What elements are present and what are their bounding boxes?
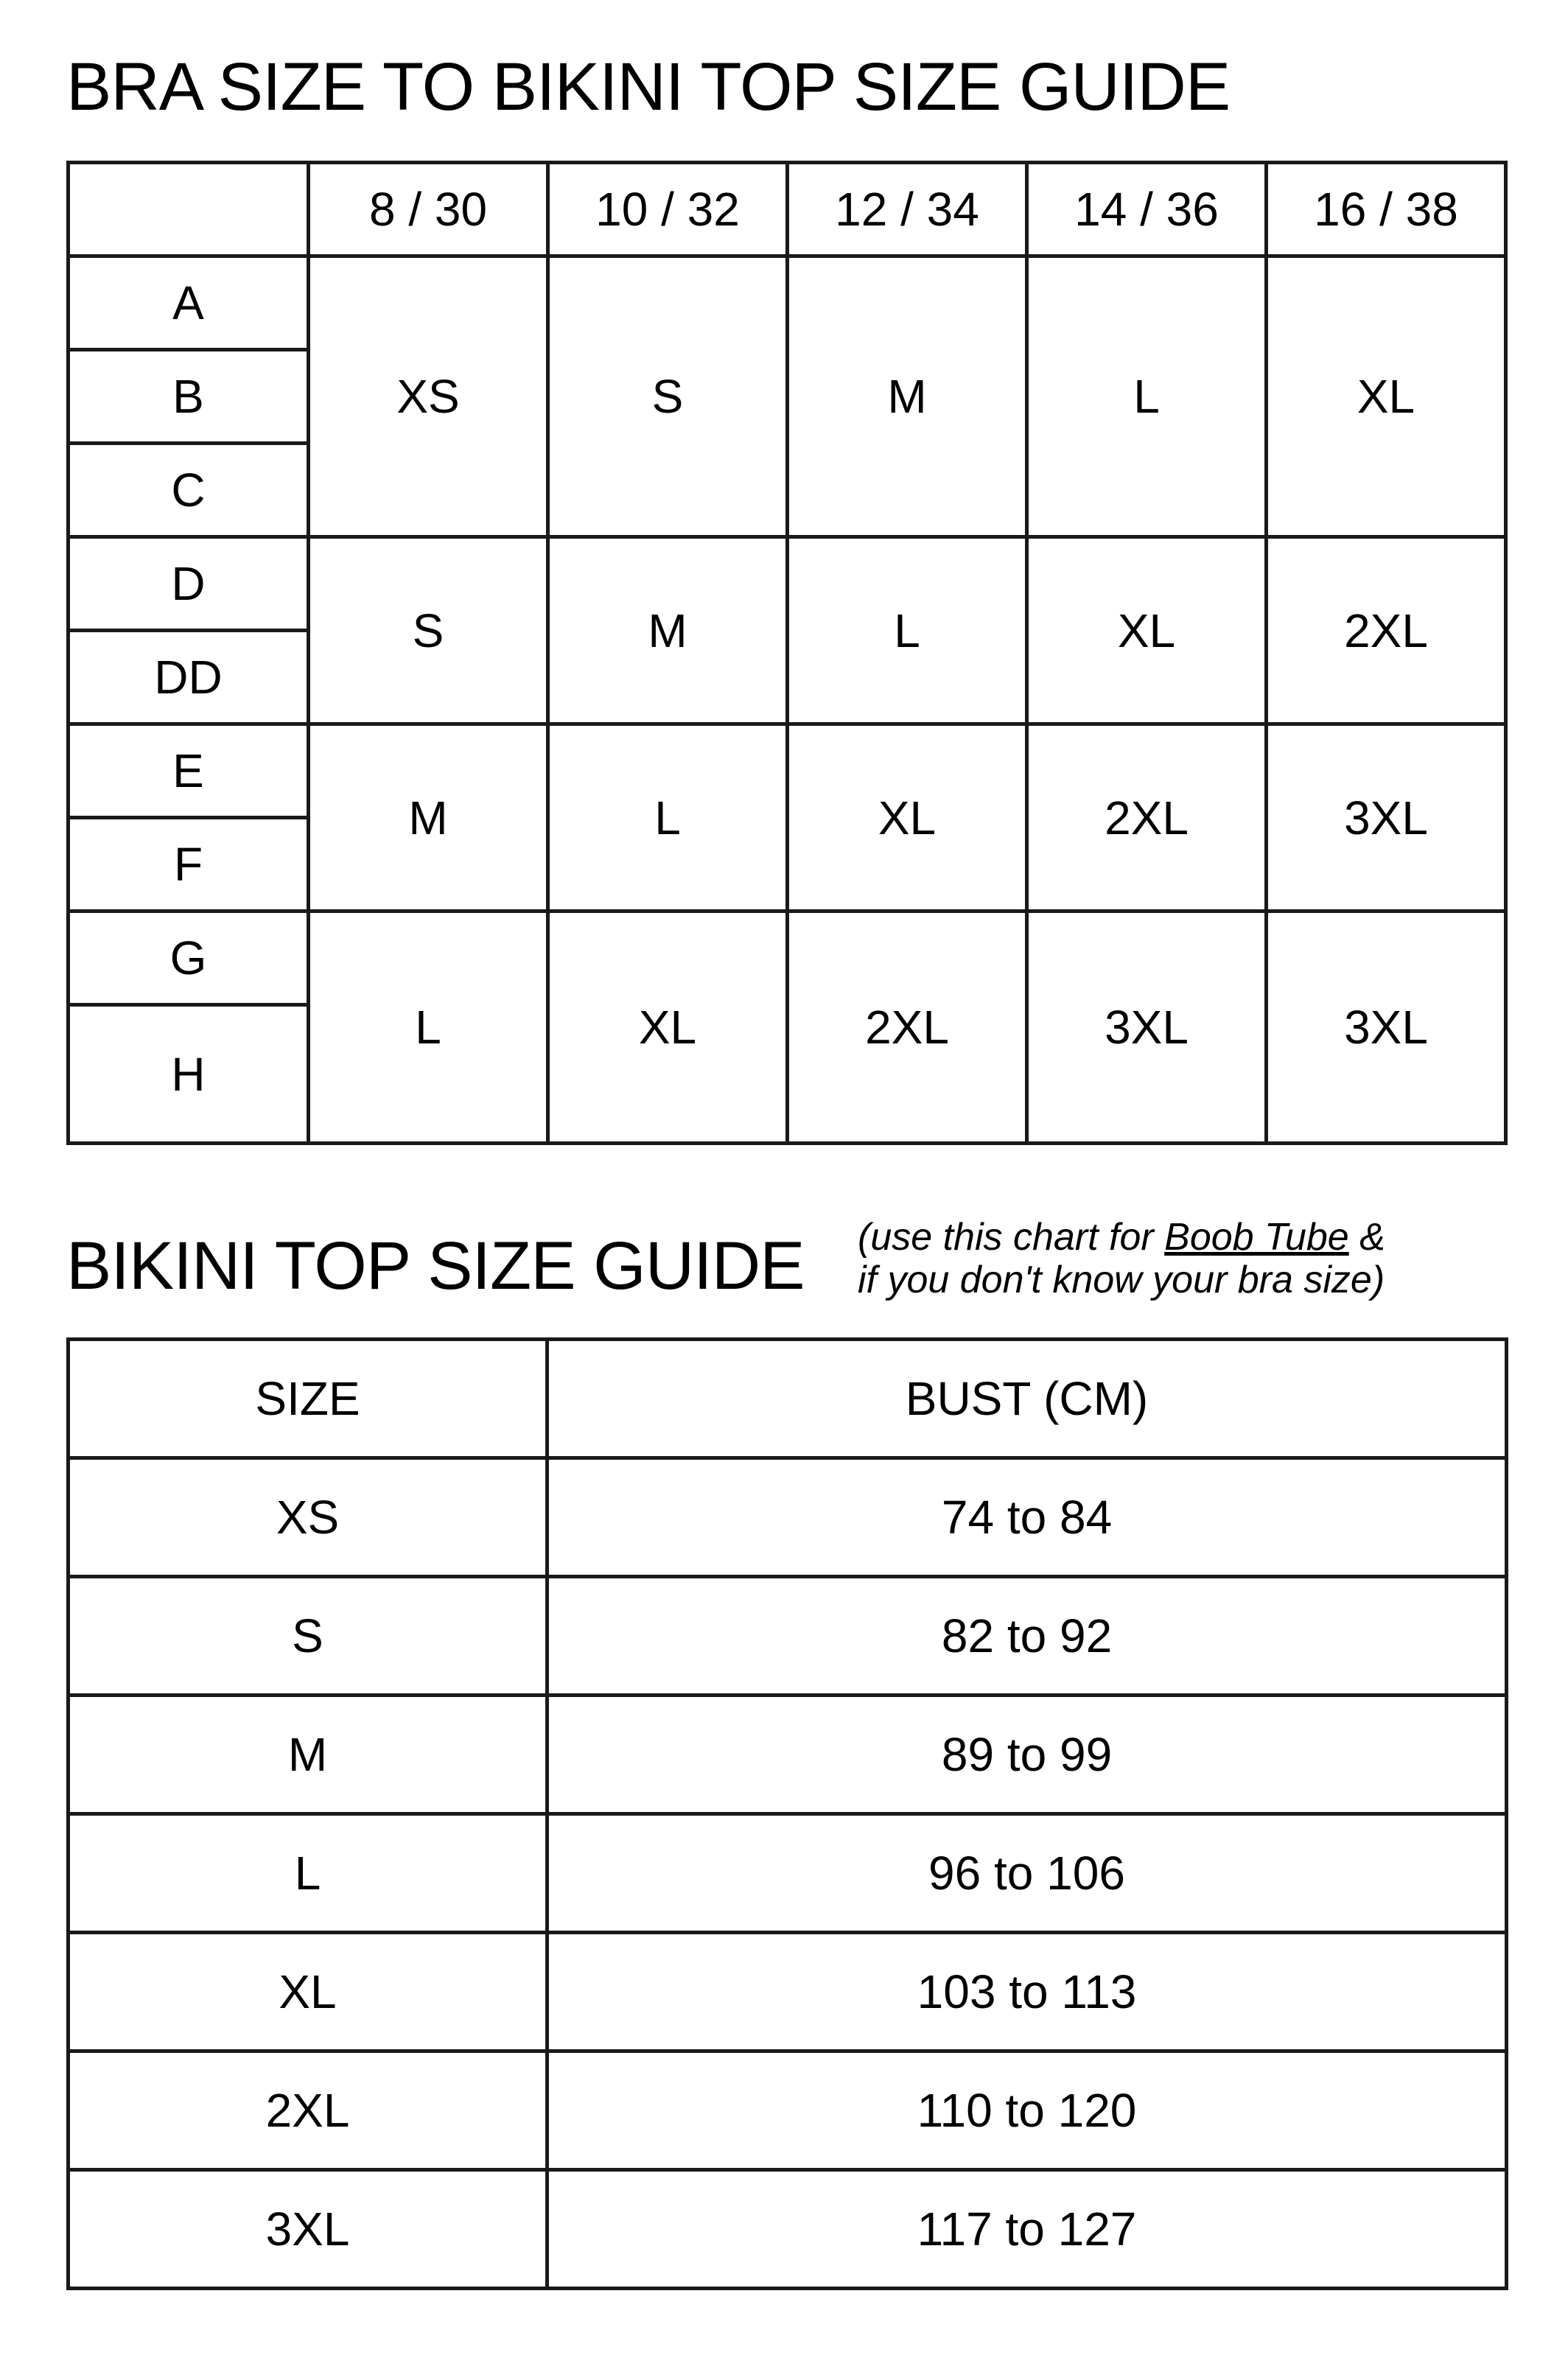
bust-cell: 82 to 92 — [547, 1577, 1507, 1696]
size-cell: S — [69, 1577, 547, 1696]
cup-row — [69, 256, 1506, 350]
cup-size-label: F — [69, 818, 309, 912]
bikini-size-table — [66, 1337, 1508, 2290]
size-cell: 2XL — [69, 2051, 547, 2170]
bust-cell: 89 to 99 — [547, 1696, 1507, 1814]
band-size-header: 8 / 30 — [309, 163, 548, 256]
usage-note-suffix: & — [1348, 1216, 1385, 1259]
bra-guide-title: BRA SIZE TO BIKINI TOP SIZE GUIDE — [66, 49, 1231, 125]
size-cell: 3XL — [69, 2170, 547, 2289]
bikini-size-cell: L — [788, 537, 1027, 724]
boob-tube-link[interactable]: Boob Tube — [1164, 1216, 1349, 1259]
cup-size-label: G — [69, 912, 309, 1005]
bikini-size-cell: S — [548, 256, 788, 537]
bikini-size-cell: 3XL — [1267, 912, 1506, 1144]
corner-cell — [69, 163, 309, 256]
bikini-size-cell: XL — [548, 912, 788, 1144]
band-size-header: 16 / 38 — [1267, 163, 1506, 256]
band-size-header: 12 / 34 — [788, 163, 1027, 256]
bikini-guide-title: BIKINI TOP SIZE GUIDE — [66, 1228, 805, 1304]
bikini-size-cell: XL — [1267, 256, 1506, 537]
band-size-header-row — [69, 163, 1506, 256]
table-row — [69, 2170, 1507, 2289]
cup-size-label: DD — [69, 631, 309, 724]
bust-cell: 96 to 106 — [547, 1814, 1507, 1933]
bikini-size-cell: M — [309, 724, 548, 912]
bikini-size-cell: 2XL — [788, 912, 1027, 1144]
bikini-size-cell: XL — [788, 724, 1027, 912]
bikini-size-cell: S — [309, 537, 548, 724]
table-row — [69, 1458, 1507, 1577]
bikini-size-cell: 2XL — [1027, 724, 1267, 912]
usage-note-prefix: (use this chart for — [858, 1216, 1165, 1259]
bust-cell: 110 to 120 — [547, 2051, 1507, 2170]
band-size-header: 14 / 36 — [1027, 163, 1267, 256]
bust-column-header: BUST (CM) — [547, 1340, 1507, 1458]
table-row — [69, 1577, 1507, 1696]
bikini-size-cell: XL — [1027, 537, 1267, 724]
cup-row — [69, 724, 1506, 818]
bust-cell: 74 to 84 — [547, 1458, 1507, 1577]
usage-note-line2: if you don't know your bra size) — [858, 1259, 1385, 1301]
cup-row — [69, 537, 1506, 631]
bra-size-table — [66, 161, 1508, 1145]
bikini-size-cell: M — [788, 256, 1027, 537]
bust-cell: 117 to 127 — [547, 2170, 1507, 2289]
bikini-size-cell: L — [548, 724, 788, 912]
bikini-size-cell: M — [548, 537, 788, 724]
bikini-size-cell: 3XL — [1027, 912, 1267, 1144]
cup-size-label: H — [69, 1005, 309, 1144]
table-row — [69, 1814, 1507, 1933]
table-row — [69, 1933, 1507, 2051]
cup-row — [69, 912, 1506, 1005]
usage-note — [858, 1216, 1385, 1301]
size-cell: L — [69, 1814, 547, 1933]
table-row — [69, 1696, 1507, 1814]
cup-size-label: E — [69, 724, 309, 818]
size-cell: XL — [69, 1933, 547, 2051]
bikini-size-cell: L — [1027, 256, 1267, 537]
size-cell: XS — [69, 1458, 547, 1577]
bust-cell: 103 to 113 — [547, 1933, 1507, 2051]
bikini-header-row — [69, 1340, 1507, 1458]
cup-size-label: C — [69, 444, 309, 537]
size-cell: M — [69, 1696, 547, 1814]
bikini-size-cell: L — [309, 912, 548, 1144]
bikini-size-cell: 3XL — [1267, 724, 1506, 912]
bikini-size-cell: XS — [309, 256, 548, 537]
bikini-size-cell: 2XL — [1267, 537, 1506, 724]
band-size-header: 10 / 32 — [548, 163, 788, 256]
usage-note-line1 — [858, 1216, 1385, 1259]
size-column-header: SIZE — [69, 1340, 547, 1458]
cup-size-label: A — [69, 256, 309, 350]
cup-size-label: D — [69, 537, 309, 631]
cup-size-label: B — [69, 350, 309, 444]
table-row — [69, 2051, 1507, 2170]
